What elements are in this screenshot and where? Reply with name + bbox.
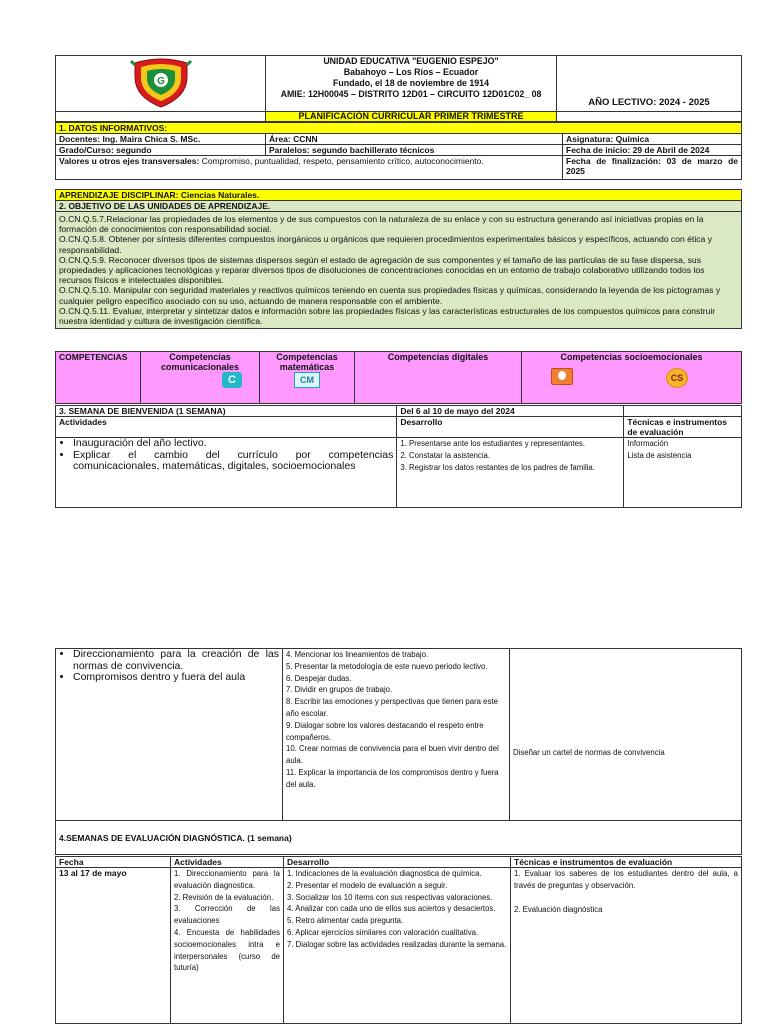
aprendizaje: APRENDIZAJE DISCIPLINAR: Ciencias Naturales.	[56, 190, 742, 201]
school-info	[266, 56, 557, 112]
list-item: 3. Registrar los datos restantes de los padres de familia.	[400, 462, 595, 472]
list-item: 2. Revisión de la evaluación.	[174, 892, 274, 902]
area: Área: CCNN	[266, 134, 563, 145]
logo-cell	[56, 56, 266, 112]
diagnostica-actividades	[171, 868, 284, 1024]
valores	[56, 156, 563, 180]
list-item: Información	[627, 439, 669, 448]
list-item: 1. Presentarse ante los estudiantes y representantes.	[400, 439, 585, 448]
valores-label: Valores u otros ejes transversales:	[59, 156, 202, 166]
diagnostica-tecnicas	[511, 868, 742, 1024]
continuation-actividades	[56, 649, 283, 821]
datos-title: 1. DATOS INFORMATIVOS:	[56, 123, 742, 134]
list-item: • Explicar el cambio del currículo por competencias comunicacionales, matemáticas, digitales, socioemocionales	[73, 450, 393, 473]
col-tecnicas: Técnicas e instrumentos de evaluación	[511, 857, 742, 868]
bienvenida-actividades	[56, 438, 397, 508]
bienvenida-tecnicas	[624, 438, 742, 508]
list-item: • Compromisos dentro y fuera del aula	[73, 672, 279, 684]
list-item: Lista de asistencia	[627, 450, 692, 460]
anio-lectivo: AÑO LECTIVO: 2024 - 2025	[557, 56, 742, 112]
col-fecha: Fecha	[56, 857, 171, 868]
docentes: Docentes: Ing. Maira Chica S. MSc.	[56, 134, 266, 145]
objetivos-list	[56, 212, 742, 329]
school-name: UNIDAD EDUCATIVA "EUGENIO ESPEJO"	[323, 56, 499, 66]
fecha-fin: Fecha de finalización: 03 de marzo de 2025	[563, 156, 742, 180]
continuation-desarrollo	[283, 649, 510, 821]
list-item: 1. Direccionamiento para la evaluación diagnostica.	[174, 869, 280, 890]
list-item: 2. Presentar el modelo de evaluación a seguir.	[287, 880, 448, 890]
objetivo-item: O.CN.Q.5.9. Reconocer diversos tipos de sistemas dispersos según el estado de agregación de sus componentes y el tamaño de las partículas de su fase dispersa, sus propiedades y aplicaciones tecnológicas y reparar diversos tipos de disoluciones de concentraciones conocidas en un entorno de trabajo colaborativo utilizando todos los recursos físicos e intelectuales disponibles.	[59, 254, 705, 286]
bienvenida-dates: Del 6 al 10 de mayo del 2024	[397, 406, 624, 417]
col-actividades: Actividades	[171, 857, 284, 868]
digital-icon	[551, 368, 573, 385]
grado: Grado/Curso: segundo	[56, 145, 266, 156]
school-crest-icon	[129, 57, 193, 109]
list-item: 1. Indicaciones de la evaluación diagnostica de química.	[287, 869, 482, 878]
diagnostica-table	[55, 856, 742, 1024]
asignatura: Asignatura: Química	[563, 134, 742, 145]
list-item: 8. Escribir las emociones y perspectivas que tienen para este año escolar.	[286, 697, 498, 718]
list-item: 3. Socializar los 10 ítems con sus respectivas valoraciones.	[287, 892, 493, 902]
col-desarrollo: Desarrollo	[284, 857, 511, 868]
diagnostica-title: 4.SEMANAS DE EVALUACIÓN DIAGNÓSTICA. (1 semana)	[56, 821, 742, 855]
comunicacional-icon: C	[222, 372, 242, 388]
header-table	[55, 55, 742, 122]
objetivos-table	[55, 189, 742, 329]
objetivo-item: O.CN.Q.5.8. Obtener por síntesis diferentes compuestos inorgánicos u orgánicos que requieren procedimientos experimentales básicos y específicos, actuando con ética y responsabilidad.	[59, 234, 712, 255]
list-item: 7. Dialogar sobre las actividades realizadas durante la semana.	[287, 939, 507, 949]
list-item: 5. Retro alimentar cada pregunta.	[287, 916, 404, 926]
competencias-digitales: Competencias digitales	[355, 352, 522, 404]
list-item: 10. Crear normas de convivencia para el buen vivir dentro del aula.	[286, 744, 499, 766]
list-item: • Direccionamiento para la creación de las normas de convivencia.	[73, 649, 279, 672]
list-item: 7. Dividir en grupos de trabajo.	[286, 685, 393, 695]
socioemocional-icon: CS	[666, 368, 688, 388]
list-item: 3. Corrección de las evaluaciones	[174, 904, 280, 926]
socioemocionales-label: Competencias socioemocionales	[560, 352, 703, 362]
diagnostica-desarrollo	[284, 868, 511, 1024]
list-item: 9. Dialogar sobre los valores destacando el respeto entre compañeros.	[286, 720, 484, 742]
objetivo-item: O.CN.Q.5.11. Evaluar, interpretar y sintetizar datos e información sobre las propiedades físicas y las características estructurales de los compuestos químicos para construir nuestra identidad y cultura de investigación científica.	[59, 305, 716, 327]
bienvenida-table	[55, 405, 742, 508]
col-desarrollo: Desarrollo	[397, 417, 624, 438]
paralelos: Paralelos: segundo bachillerato técnicos	[266, 145, 563, 156]
list-item: 6. Aplicar ejercicios similares con valoración cualitativa.	[287, 927, 479, 937]
continuation-tecnica: Diseñar un cartel de normas de convivencia	[510, 649, 742, 821]
matematica-icon: CM	[294, 372, 320, 388]
competencias-socioemocionales	[522, 352, 742, 404]
school-founded: Fundado, el 18 de noviembre de 1914	[333, 78, 489, 88]
list-item: 11. Explicar la importancia de los compromisos dentro y fuera del aula.	[286, 767, 499, 789]
list-item: 5. Presentar la metodología de este nuevo periodo lectivo.	[286, 661, 488, 671]
matematicas-label: Competencias matemáticas	[276, 352, 338, 372]
plan-title: PLANIFICACIÓN CURRICULAR PRIMER TRIMESTRE	[266, 112, 557, 122]
list-item: 1. Evaluar los saberes de los estudiantes dentro del aula, a través de preguntas y observación.	[514, 869, 738, 890]
fecha-inicio: Fecha de inicio: 29 de Abril de 2024	[563, 145, 742, 156]
svg-text:G: G	[156, 75, 165, 87]
comunicacionales-label: Competencias comunicacionales	[160, 352, 240, 372]
valores-text: Compromiso, puntualidad, respeto, pensamiento crítico, autoconocimiento.	[201, 156, 484, 166]
competencias-label: COMPETENCIAS	[56, 352, 141, 404]
bienvenida-title: 3. SEMANA DE BIENVENIDA (1 SEMANA)	[56, 406, 397, 417]
competencias-table	[55, 351, 742, 404]
diagnostica-fecha: 13 al 17 de mayo	[56, 868, 171, 1024]
list-item: 2. Constatar la asistencia.	[400, 450, 491, 460]
list-item: 6. Despejar dudas.	[286, 673, 352, 683]
competencias-matematicas	[260, 352, 355, 404]
col-actividades: Actividades	[56, 417, 397, 438]
list-item: 4. Analizar con cada uno de ellos sus aciertos y desaciertos.	[287, 904, 496, 914]
objetivos-title: 2. OBJETIVO DE LAS UNIDADES DE APRENDIZAJE.	[56, 201, 742, 212]
objetivo-item: O.CN.Q.5.7.Relacionar las propiedades de los elementos y de sus compuestos con la naturaleza de su enlace y con su estructura generando así iniciativas propias en la formación de conocimientos con responsabilidad social.	[59, 214, 704, 235]
list-item: 4. Mencionar los lineamientos de trabajo.	[286, 650, 429, 659]
school-amie: AMIE: 12H00045 – DISTRITO 12D01 – CIRCUITO 12D01C02_ 08	[280, 89, 542, 99]
list-item: 4. Encuesta de habilidades socioemocionales intra e interpersonales (curso de tuturía)	[174, 927, 280, 973]
list-item: • Inauguración del año lectivo.	[73, 438, 393, 450]
list-item: 2. Evaluación diagnóstica	[514, 904, 603, 914]
bienvenida-desarrollo	[397, 438, 624, 508]
objetivo-item: O.CN.Q.5.10. Manipular con seguridad materiales y reactivos químicos teniendo en cuenta sus propiedades físicas y químicas, considerando la leyenda de los pictogramas y cualquier peligro específico asociado con su uso, actuando de manera responsable con el ambiente.	[59, 285, 721, 306]
competencias-comunicacionales	[141, 352, 260, 404]
school-location: Babahoyo – Los Ríos – Ecuador	[343, 67, 479, 77]
continuation-table	[55, 648, 742, 855]
col-tecnicas: Técnicas e instrumentos de evaluación	[624, 417, 742, 438]
datos-table	[55, 122, 742, 180]
